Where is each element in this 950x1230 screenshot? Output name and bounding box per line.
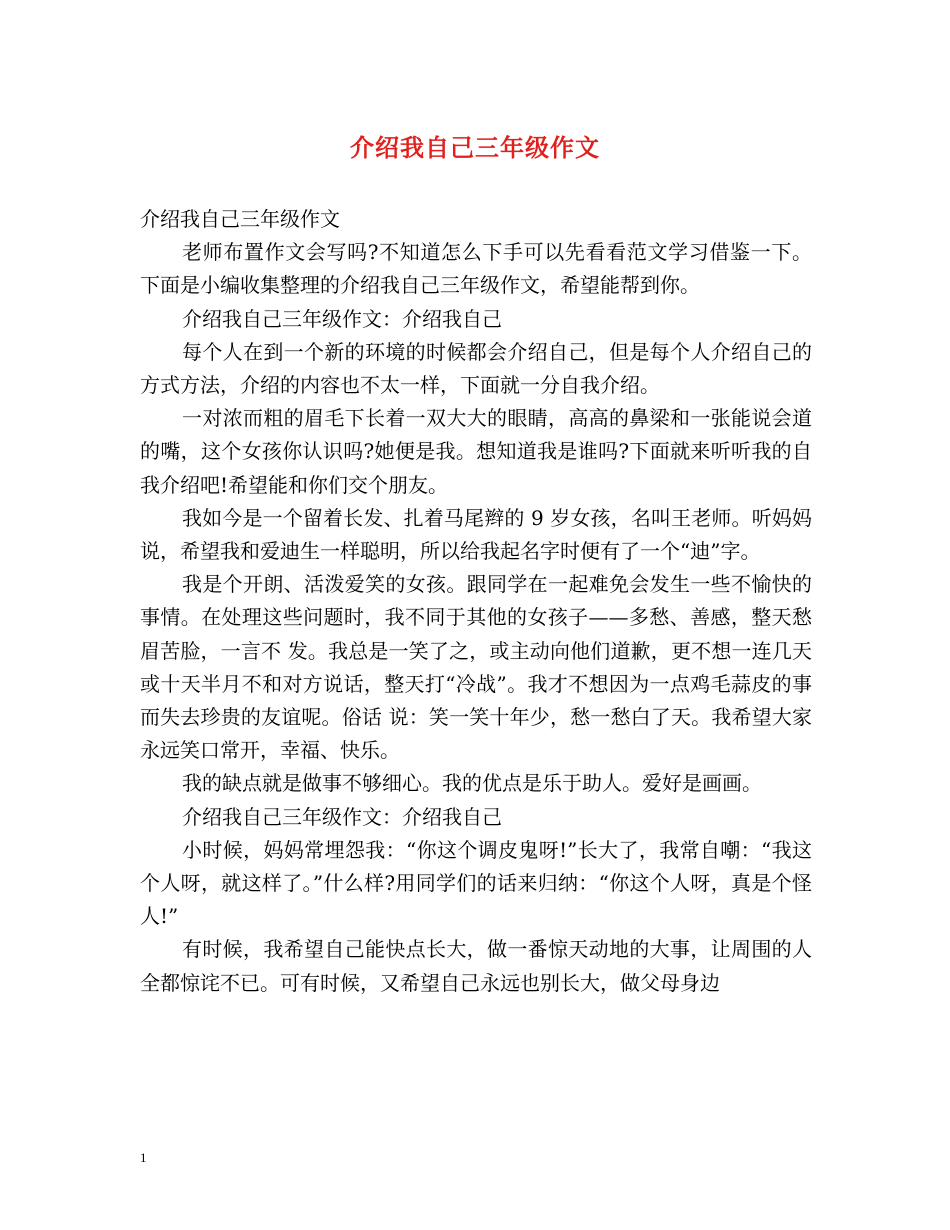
paragraph: 老师布置作文会写吗?不知道怎么下手可以先看看范文学习借鉴一下。下面是小编收集整理的介绍我自己三年级作文，希望能帮到你。 — [140, 240, 812, 298]
paragraph: 我是个开朗、活泼爱笑的女孩。跟同学在一起难免会发生一些不愉快的事情。在处理这些问题时，我不同于其他的女孩子——多愁、善感，整天愁眉苦脸，一言不 发。我总是一笑了之，或主动向他们道歉，更不想一连几天或十天半月不和对方说话，整天打“冷战”。我才不想因为一点鸡毛蒜皮的事而失去珍贵的友谊呢。俗话 说：笑一笑十年少，愁一愁白了天。我希望大家永远笑口常开，幸福、快乐。 — [140, 572, 812, 763]
page-number: 1 — [140, 1150, 147, 1165]
section-heading: 介绍我自己三年级作文：介绍我自己 — [182, 306, 502, 331]
paragraph: 我的缺点就是做事不够细心。我的优点是乐于助人。爱好是画画。 — [182, 771, 762, 796]
paragraph: 一对浓而粗的眉毛下长着一双大大的眼睛，高高的鼻梁和一张能说会道的嘴，这个女孩你认识吗?她便是我。想知道我是谁吗?下面就来听听我的自我介绍吧!希望能和你们交个朋友。 — [140, 406, 812, 497]
paragraph: 我如今是一个留着长发、扎着马尾辫的 9 岁女孩，名叫王老师。听妈妈说，希望我和爱迪生一样聪明，所以给我起名字时便有了一个“迪”字。 — [140, 505, 812, 564]
document-title: 介绍我自己三年级作文 — [350, 133, 600, 162]
paragraph: 每个人在到一个新的环境的时候都会介绍自己，但是每个人介绍自己的方式方法，介绍的内容也不太一样，下面就一分自我介绍。 — [140, 339, 812, 398]
paragraph: 有时候，我希望自己能快点长大，做一番惊天动地的大事，让周围的人全都惊诧不已。可有时候，又希望自己永远也别长大，做父母身边 — [140, 937, 812, 995]
document-body — [140, 203, 812, 1000]
section-heading: 介绍我自己三年级作文：介绍我自己 — [182, 804, 502, 829]
paragraph-heading: 介绍我自己三年级作文 — [140, 207, 340, 231]
paragraph: 小时候，妈妈常埋怨我：“你这个调皮鬼呀!”长大了，我常自嘲：“我这个人呀，就这样了。”什么样?用同学们的话来归纳：“你这个人呀，真是个怪人!” — [140, 837, 812, 929]
